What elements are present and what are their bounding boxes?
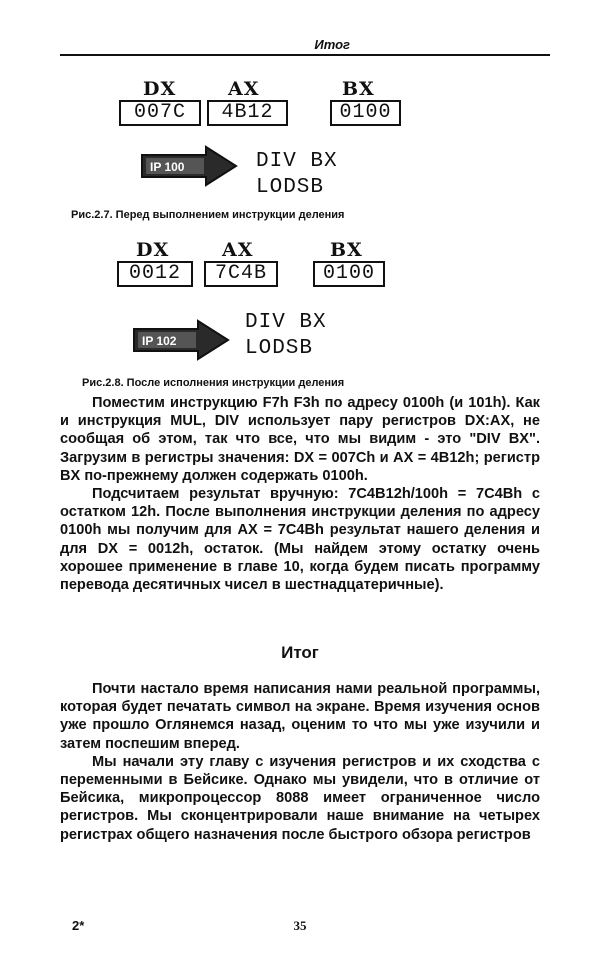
code-line: LODSB bbox=[256, 176, 325, 199]
register-box-ax: 7C4B bbox=[204, 261, 278, 287]
register-label-bx: BX bbox=[330, 239, 363, 261]
instruction-pointer-arrow-icon bbox=[140, 145, 240, 187]
body-text bbox=[60, 394, 540, 594]
instruction-pointer-arrow-icon bbox=[132, 319, 232, 361]
register-box-dx: 007C bbox=[119, 100, 201, 126]
signature-mark: 2* bbox=[72, 918, 85, 933]
register-box-bx: 0100 bbox=[313, 261, 385, 287]
ip-label: IP 100 bbox=[150, 160, 185, 174]
header-rule bbox=[60, 54, 550, 56]
paragraph: Подсчитаем результат вручную: 7C4B12h/100h = 7C4Bh с остатком 12h. После выполнения инструкции деления по адресу 0100h мы получим для AX = 7C4Bh результат нашего деления и для DX = 0012h, остаток. (Мы найдем этому остатку очень хорошее применение в главе 10, когда будем писать программу перевода десятичных чисел в шестнадцатеричные). bbox=[60, 486, 540, 594]
code-line: DIV BX bbox=[256, 150, 338, 173]
register-box-bx: 0100 bbox=[330, 100, 401, 126]
register-label-bx: BX bbox=[342, 78, 375, 100]
register-label-ax: AX bbox=[228, 78, 260, 100]
figure-caption: Рис.2.7. Перед выполнением инструкции деления bbox=[71, 209, 345, 221]
ip-label: IP 102 bbox=[142, 334, 177, 348]
paragraph: Почти настало время написания нами реальной программы, которая будет печатать символ на экране. Время изучения основ уже прошло Оглянемся назад, оценим то что мы уже изучили и затем поспешим вперед. bbox=[60, 681, 540, 752]
code-line: DIV BX bbox=[245, 311, 327, 334]
running-head: Итог bbox=[314, 37, 350, 52]
section-title: Итог bbox=[281, 643, 319, 662]
register-label-ax: AX bbox=[222, 239, 254, 261]
register-box-ax: 4B12 bbox=[207, 100, 288, 126]
summary-text bbox=[60, 680, 540, 844]
register-box-dx: 0012 bbox=[117, 261, 193, 287]
register-label-dx: DX bbox=[143, 78, 177, 100]
page-number: 35 bbox=[293, 918, 307, 933]
code-line: LODSB bbox=[245, 337, 314, 360]
figure-caption: Рис.2.8. После исполнения инструкции деления bbox=[82, 377, 345, 389]
paragraph: Мы начали эту главу с изучения регистров и их сходства с переменными в Бейсике. Однако мы увидели, что в отличие от Бейсика, микропроцессор 8088 имеет ограниченное число регистров. Мы сконцентрировали наше внимание на четырех регистрах общего назначения после быстрого обзора регистров bbox=[60, 753, 540, 843]
paragraph: Поместим инструкцию F7h F3h по адресу 0100h (и 101h). Как и инструкция MUL, DIV использует пару регистров DX:AX, не сообщая об этом, так что все, что мы видим - это "DIV BX". Загрузим в регистры значения: DX = 007Ch и AX = 4B12h; регистр BX по-прежнему должен содержать 0100h. bbox=[60, 395, 540, 484]
register-label-dx: DX bbox=[136, 239, 170, 261]
